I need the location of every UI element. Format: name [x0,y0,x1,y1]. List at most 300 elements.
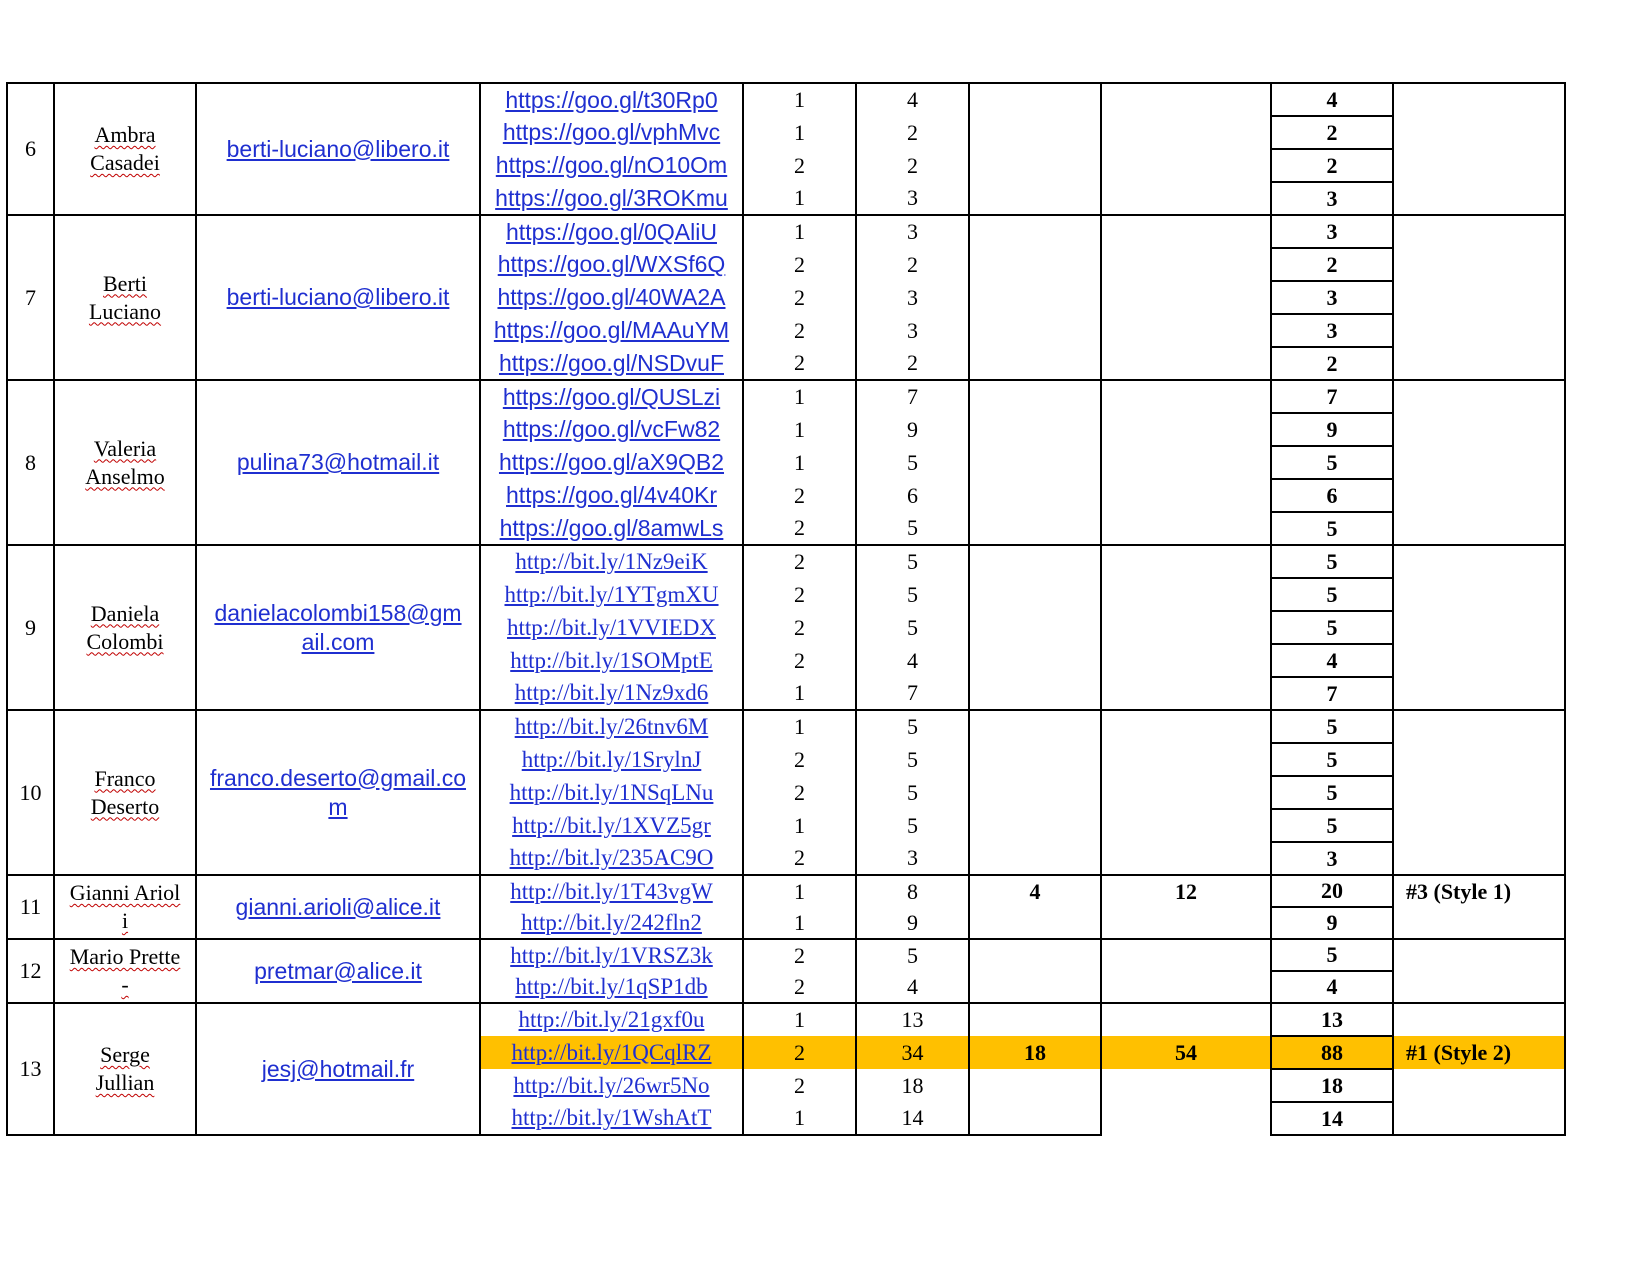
value-d-cell [1101,677,1271,710]
total-cell: 5 [1271,710,1393,743]
short-url-link[interactable]: https://goo.gl/0QAliU [506,218,717,245]
value-a-cell: 1 [743,446,856,479]
value-c-cell [969,314,1101,347]
value-c-cell [969,182,1101,215]
link-cell [480,971,743,1003]
total-cell: 7 [1271,677,1393,710]
total-cell: 2 [1271,347,1393,380]
email-cell [196,380,480,545]
email-link[interactable]: jesj@hotmail.fr [261,1055,415,1082]
value-a-cell: 1 [743,380,856,413]
participant-name [54,545,196,710]
value-d-cell: 12 [1101,875,1271,907]
value-b-cell: 7 [856,677,969,710]
table-row [7,875,1565,907]
link-cell [480,677,743,710]
result-cell [1393,710,1565,743]
value-a-cell: 2 [743,347,856,380]
link-cell [480,479,743,512]
result-cell [1393,578,1565,611]
value-c-cell [969,512,1101,545]
total-cell: 9 [1271,907,1393,939]
scores-table [6,82,1566,1136]
total-cell: 2 [1271,116,1393,149]
link-cell [480,875,743,907]
value-d-cell [1101,809,1271,842]
link-cell [480,1003,743,1036]
value-a-cell: 2 [743,971,856,1003]
participant-name-line: Casadei [90,150,160,175]
value-d-cell [1101,1003,1271,1036]
value-d-cell [1101,116,1271,149]
value-d-cell [1101,644,1271,677]
value-d-cell [1101,413,1271,446]
short-url-link[interactable]: https://goo.gl/WXSf6Q [497,251,726,277]
participant-name-line: Mario Prette [69,944,181,969]
value-d-cell [1101,380,1271,413]
email-cell [196,545,480,710]
total-cell: 20 [1271,875,1393,907]
value-d-cell [1101,1069,1271,1102]
value-b-cell: 14 [856,1102,969,1135]
value-c-cell [969,380,1101,413]
participant-name-line: Daniela [90,600,160,626]
value-b-cell: 2 [856,149,969,182]
value-a-cell: 1 [743,809,856,842]
result-cell [1393,1003,1565,1036]
email-cell [196,83,480,215]
value-a-cell: 2 [743,1036,856,1069]
value-c-cell: 18 [969,1036,1101,1069]
table-row [7,215,1565,248]
participant-number: 6 [7,83,54,215]
total-cell: 4 [1271,83,1393,116]
value-c-cell [969,215,1101,248]
value-b-cell: 13 [856,1003,969,1036]
value-a-cell: 2 [743,939,856,971]
email-link[interactable]: gianni.arioli@alice.it [235,893,441,920]
value-b-cell: 3 [856,281,969,314]
short-url-link[interactable]: http://bit.ly/1XVZ5gr [512,812,711,838]
link-cell [480,776,743,809]
participant-name-line: Valeria [93,435,157,461]
result-cell [1393,314,1565,347]
result-cell [1393,939,1565,971]
total-cell: 7 [1271,380,1393,413]
scores-table-body [7,83,1565,1135]
total-cell: 6 [1271,479,1393,512]
result-cell: #3 (Style 1) [1393,875,1565,907]
result-cell [1393,971,1565,1003]
participant-name [54,83,196,215]
short-url-link[interactable]: http://bit.ly/1QCqlRZ [511,1039,712,1065]
email-link[interactable]: danielacolombi158@gm ail.com [214,599,462,655]
value-a-cell: 1 [743,710,856,743]
link-cell [480,116,743,149]
value-d-cell [1101,347,1271,380]
value-c-cell [969,446,1101,479]
total-cell: 5 [1271,545,1393,578]
total-cell: 5 [1271,939,1393,971]
value-b-cell: 5 [856,710,969,743]
value-d-cell [1101,743,1271,776]
total-cell: 9 [1271,413,1393,446]
value-c-cell [969,939,1101,971]
value-b-cell: 5 [856,578,969,611]
value-c-cell [969,1069,1101,1102]
value-b-cell: 34 [856,1036,969,1069]
total-cell: 88 [1271,1036,1393,1069]
total-cell: 5 [1271,446,1393,479]
total-cell: 3 [1271,842,1393,875]
value-d-cell [1101,479,1271,512]
total-cell: 3 [1271,215,1393,248]
value-d-cell [1101,1102,1271,1135]
participant-name-line: Luciano [88,298,162,324]
total-cell: 2 [1271,149,1393,182]
value-b-cell: 4 [856,644,969,677]
total-cell: 2 [1271,248,1393,281]
value-a-cell: 2 [743,314,856,347]
total-cell: 5 [1271,776,1393,809]
result-cell [1393,446,1565,479]
participant-name [54,1003,196,1135]
link-cell [480,380,743,413]
participant-name [54,710,196,875]
email-cell [196,875,480,939]
result-cell [1393,512,1565,545]
total-cell: 5 [1271,809,1393,842]
total-cell: 3 [1271,281,1393,314]
result-cell [1393,644,1565,677]
value-b-cell: 6 [856,479,969,512]
participant-number: 13 [7,1003,54,1135]
value-b-cell: 5 [856,776,969,809]
value-b-cell: 3 [856,182,969,215]
value-a-cell: 2 [743,842,856,875]
email-cell [196,215,480,380]
participant-number: 10 [7,710,54,875]
link-cell [480,149,743,182]
value-a-cell: 1 [743,413,856,446]
participant-name [54,380,196,545]
short-url-link[interactable]: http://bit.ly/1qSP1db [515,973,708,999]
total-cell: 18 [1271,1069,1393,1102]
short-url-link[interactable]: http://bit.ly/1T43vgW [510,878,713,904]
value-d-cell [1101,215,1271,248]
result-cell [1393,743,1565,776]
short-url-link[interactable]: https://goo.gl/NSDvuF [499,349,724,376]
result-cell [1393,1069,1565,1102]
total-cell: 4 [1271,644,1393,677]
value-a-cell: 2 [743,611,856,644]
short-url-link[interactable]: http://bit.ly/1Nz9xd6 [514,680,709,705]
link-cell [480,578,743,611]
participant-number: 7 [7,215,54,380]
short-url-link[interactable]: http://bit.ly/1NSqLNu [509,779,714,805]
total-cell: 5 [1271,578,1393,611]
value-c-cell [969,710,1101,743]
result-cell [1393,116,1565,149]
value-d-cell [1101,842,1271,875]
link-cell [480,446,743,479]
result-cell [1393,347,1565,380]
value-c-cell [969,578,1101,611]
email-link[interactable]: pretmar@alice.it [254,957,422,984]
table-row [7,545,1565,578]
short-url-link[interactable]: https://goo.gl/8amwLs [499,514,724,541]
value-b-cell: 2 [856,116,969,149]
value-c-cell [969,479,1101,512]
value-b-cell: 5 [856,446,969,479]
result-cell [1393,83,1565,116]
result-cell [1393,907,1565,939]
value-b-cell: 9 [856,907,969,939]
link-cell [480,842,743,875]
value-d-cell [1101,939,1271,971]
value-c-cell [969,809,1101,842]
value-a-cell: 1 [743,182,856,215]
result-cell [1393,545,1565,578]
table-row [7,710,1565,743]
total-cell: 3 [1271,182,1393,215]
value-a-cell: 2 [743,776,856,809]
value-c-cell [969,611,1101,644]
short-url-link[interactable]: https://goo.gl/t30Rp0 [505,86,718,113]
value-c-cell [969,677,1101,710]
value-a-cell: 1 [743,1102,856,1135]
participant-name-line: Jullian [95,1070,155,1095]
value-c-cell [969,248,1101,281]
short-url-link[interactable]: http://bit.ly/21gxf0u [518,1007,705,1032]
participant-name-line: Berti [103,270,147,296]
total-cell: 5 [1271,512,1393,545]
value-d-cell [1101,248,1271,281]
total-cell: 5 [1271,611,1393,644]
email-link[interactable]: pulina73@hotmail.it [236,449,440,475]
value-b-cell: 5 [856,809,969,842]
value-d-cell [1101,710,1271,743]
participant-name-line: Franco [94,765,156,791]
value-d-cell [1101,512,1271,545]
short-url-link[interactable]: http://bit.ly/1SrylnJ [521,746,702,772]
link-cell [480,545,743,578]
short-url-link[interactable]: http://bit.ly/242fln2 [521,909,702,935]
short-url-link[interactable]: https://goo.gl/vphMvc [502,119,721,145]
result-cell [1393,842,1565,875]
value-c-cell [969,545,1101,578]
short-url-link[interactable]: http://bit.ly/1VVIEDX [507,614,716,640]
participant-name-line: Deserto [90,793,160,819]
participant-name [54,215,196,380]
value-a-cell: 2 [743,149,856,182]
short-url-link[interactable]: http://bit.ly/1WshAtT [511,1105,712,1130]
link-cell [480,413,743,446]
value-a-cell: 2 [743,743,856,776]
link-cell [480,939,743,971]
participant-name-line: Ambra [94,122,156,147]
value-d-cell [1101,83,1271,116]
value-b-cell: 3 [856,215,969,248]
value-a-cell: 2 [743,1069,856,1102]
value-a-cell: 2 [743,479,856,512]
value-c-cell [969,971,1101,1003]
total-cell: 3 [1271,314,1393,347]
value-c-cell [969,281,1101,314]
result-cell [1393,182,1565,215]
short-url-link[interactable]: https://goo.gl/3ROKmu [495,184,728,211]
link-cell [480,281,743,314]
value-b-cell: 5 [856,611,969,644]
short-url-link[interactable]: https://goo.gl/40WA2A [497,284,726,310]
short-url-link[interactable]: https://goo.gl/MAAuYM [493,317,730,343]
short-url-link[interactable]: http://bit.ly/235AC9O [509,845,714,870]
value-b-cell: 2 [856,347,969,380]
short-url-link[interactable]: http://bit.ly/1YTgmXU [504,581,719,607]
value-c-cell [969,347,1101,380]
participant-number: 8 [7,380,54,545]
value-b-cell: 18 [856,1069,969,1102]
value-b-cell: 8 [856,875,969,907]
short-url-link[interactable]: https://goo.gl/4v40Kr [506,482,717,508]
value-d-cell [1101,182,1271,215]
short-url-link[interactable]: http://bit.ly/1VRSZ3k [510,942,713,968]
participant-name-line: i [121,908,129,933]
value-c-cell [969,776,1101,809]
value-d-cell [1101,446,1271,479]
value-d-cell [1101,578,1271,611]
link-cell [480,215,743,248]
value-a-cell: 2 [743,512,856,545]
value-c-cell [969,907,1101,939]
short-url-link[interactable]: http://bit.ly/1Nz9eiK [515,549,708,574]
result-cell [1393,380,1565,413]
value-d-cell [1101,776,1271,809]
value-d-cell [1101,545,1271,578]
value-c-cell [969,842,1101,875]
value-b-cell: 7 [856,380,969,413]
result-cell [1393,677,1565,710]
result-cell [1393,776,1565,809]
participant-name-line: Serge [100,1042,150,1067]
link-cell [480,809,743,842]
value-c-cell [969,149,1101,182]
link-cell [480,314,743,347]
short-url-link[interactable]: http://bit.ly/1SOMptE [510,647,713,673]
result-cell [1393,611,1565,644]
value-a-cell: 1 [743,116,856,149]
short-url-link[interactable]: https://goo.gl/QUSLzi [502,383,721,410]
value-a-cell: 1 [743,677,856,710]
link-cell [480,611,743,644]
link-cell [480,1036,743,1069]
value-d-cell [1101,971,1271,1003]
value-c-cell [969,743,1101,776]
email-link[interactable]: berti-luciano@libero.it [226,135,450,162]
result-cell [1393,809,1565,842]
participant-number: 9 [7,545,54,710]
value-d-cell [1101,314,1271,347]
table-row [7,380,1565,413]
value-c-cell [969,116,1101,149]
email-cell [196,939,480,1003]
link-cell [480,743,743,776]
result-cell [1393,479,1565,512]
value-d-cell [1101,611,1271,644]
result-cell [1393,215,1565,248]
value-b-cell: 5 [856,512,969,545]
email-cell [196,1003,480,1135]
result-cell: #1 (Style 2) [1393,1036,1565,1069]
result-cell [1393,281,1565,314]
value-a-cell: 1 [743,1003,856,1036]
result-cell [1393,248,1565,281]
value-c-cell: 4 [969,875,1101,907]
result-cell [1393,149,1565,182]
value-d-cell [1101,149,1271,182]
table-row [7,1003,1565,1036]
value-a-cell: 2 [743,545,856,578]
value-c-cell [969,1003,1101,1036]
value-a-cell: 2 [743,644,856,677]
email-cell [196,710,480,875]
value-b-cell: 9 [856,413,969,446]
email-link[interactable]: franco.deserto@gmail.co m [209,764,467,820]
email-link[interactable]: berti-luciano@libero.it [226,284,450,310]
short-url-link[interactable]: https://goo.gl/nO10Om [495,152,728,178]
link-cell [480,644,743,677]
participant-name-line: Colombi [86,628,164,654]
value-c-cell [969,644,1101,677]
result-cell [1393,1102,1565,1135]
short-url-link[interactable]: https://goo.gl/vcFw82 [502,416,721,442]
value-b-cell: 4 [856,83,969,116]
value-c-cell [969,1102,1101,1135]
value-a-cell: 2 [743,248,856,281]
value-b-cell: 5 [856,939,969,971]
value-b-cell: 2 [856,248,969,281]
value-b-cell: 5 [856,545,969,578]
value-a-cell: 2 [743,578,856,611]
total-cell: 14 [1271,1102,1393,1135]
value-a-cell: 1 [743,215,856,248]
value-b-cell: 3 [856,842,969,875]
short-url-link[interactable]: http://bit.ly/26wr5No [513,1072,710,1098]
short-url-link[interactable]: http://bit.ly/26tnv6M [514,714,709,739]
participant-name-line: Anselmo [85,463,165,489]
participant-number: 12 [7,939,54,1003]
link-cell [480,248,743,281]
value-b-cell: 4 [856,971,969,1003]
value-b-cell: 3 [856,314,969,347]
value-d-cell [1101,907,1271,939]
link-cell [480,83,743,116]
participant-name-line: - [121,972,129,997]
link-cell [480,1069,743,1102]
total-cell: 5 [1271,743,1393,776]
link-cell [480,512,743,545]
value-c-cell [969,83,1101,116]
total-cell: 13 [1271,1003,1393,1036]
value-b-cell: 5 [856,743,969,776]
short-url-link[interactable]: https://goo.gl/aX9QB2 [498,449,725,475]
link-cell [480,1102,743,1135]
link-cell [480,347,743,380]
value-c-cell [969,413,1101,446]
value-a-cell: 1 [743,83,856,116]
value-d-cell [1101,281,1271,314]
table-row [7,939,1565,971]
